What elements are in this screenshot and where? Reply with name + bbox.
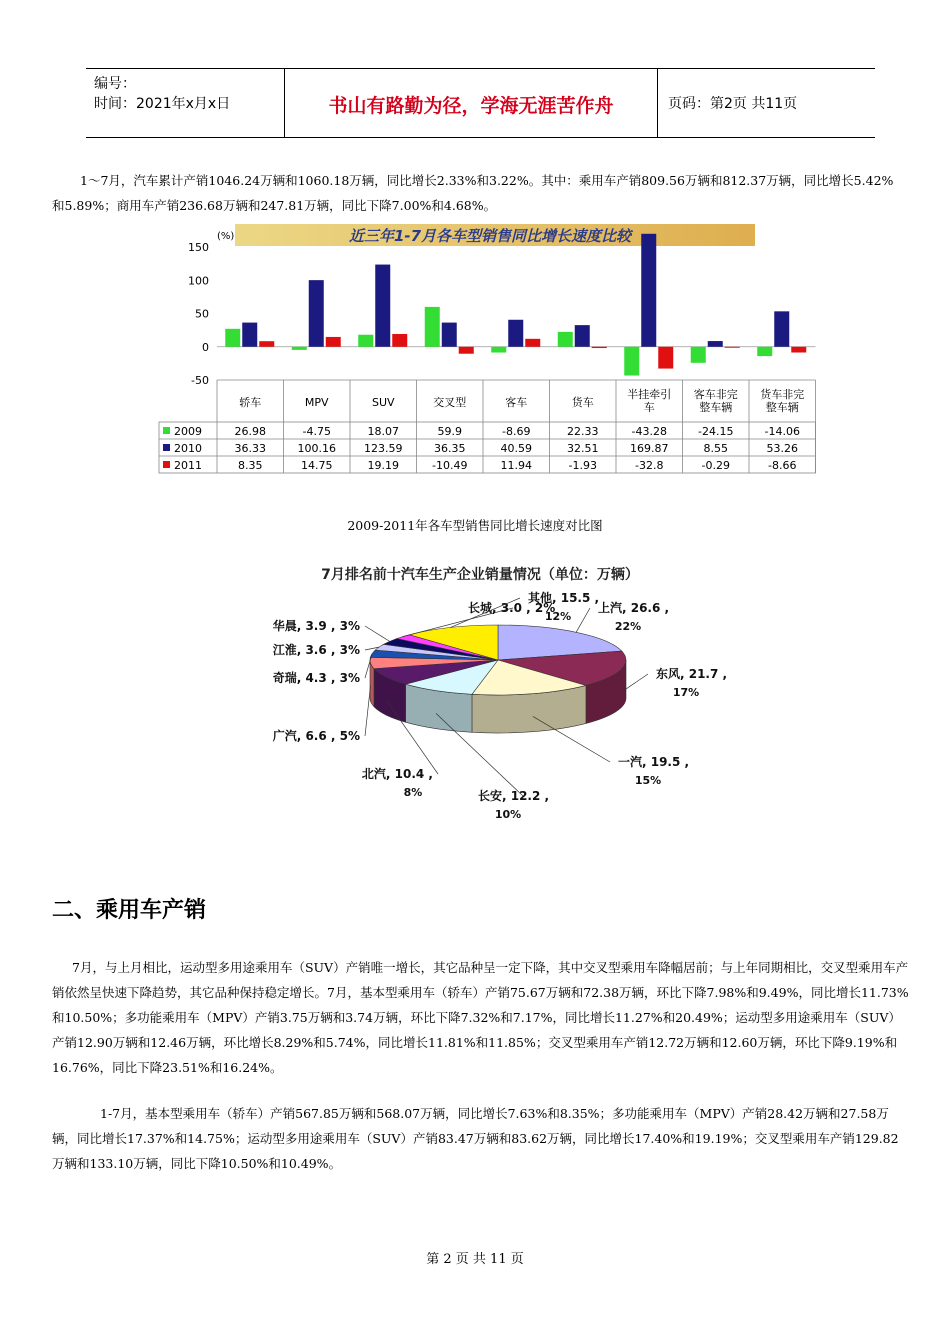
- pie-label-奇瑞: 奇瑞, 4.3 , 3%: [272, 671, 360, 685]
- category-label: 货车: [571, 396, 594, 409]
- pie-label-广汽: 广汽, 6.6 , 5%: [272, 729, 360, 743]
- legend-label-2009: 2009: [174, 425, 202, 438]
- bar-2009: [624, 347, 639, 376]
- pie-percent-其他: 12%: [544, 610, 572, 623]
- bar-2009: [225, 329, 240, 347]
- leader-line: [365, 686, 370, 736]
- y-tick-label: 0: [202, 340, 209, 354]
- category-label: 货车非完: [760, 388, 805, 401]
- legend-swatch-2011: [163, 461, 170, 468]
- pie-label-长安: 长安, 12.2 ,: [478, 789, 550, 803]
- table-cell: 19.19: [367, 459, 399, 472]
- pie-percent-上汽: 22%: [614, 620, 642, 633]
- bar-2011: [658, 347, 673, 369]
- legend-swatch-2010: [163, 444, 170, 451]
- table-cell: 53.26: [766, 442, 798, 455]
- table-cell: 18.07: [367, 425, 399, 438]
- category-label: 客车: [505, 396, 528, 409]
- table-cell: 36.35: [434, 442, 466, 455]
- pie-label-江淮: 江淮, 3.6 , 3%: [272, 643, 360, 657]
- table-cell: -1.93: [568, 459, 597, 472]
- table-cell: -8.69: [502, 425, 531, 438]
- leader-line: [576, 608, 590, 632]
- legend-label-2011: 2011: [174, 459, 202, 472]
- bar-chart-ylabel: (%): [217, 231, 235, 242]
- bar-2010: [375, 265, 390, 347]
- document-time-label: 时间：2021年x月x日: [94, 96, 231, 112]
- category-label: SUV: [371, 396, 395, 409]
- page-footer: 第 2 页 共 11 页: [426, 1252, 524, 1267]
- bar-2009: [358, 335, 373, 347]
- pie-label-东风: 东风, 21.7 ,: [656, 667, 728, 681]
- category-label: 半挂牵引: [627, 388, 672, 401]
- bar-2010: [242, 323, 257, 347]
- table-cell: -4.75: [302, 425, 331, 438]
- pie-percent-长安: 10%: [494, 808, 522, 821]
- header-motto: 书山有路勤为径，学海无涯苦作舟: [328, 95, 614, 117]
- bar-2009: [292, 347, 307, 350]
- bar-2011: [725, 347, 740, 348]
- table-cell: 32.51: [567, 442, 599, 455]
- pie-label-一汽: 一汽, 19.5 ,: [618, 755, 690, 769]
- intro-paragraph: 1～7月，汽车累计产销1046.24万辆和1060.18万辆，同比增长2.33%和3.22%。其中：乘用车产销809.56万辆和812.37万辆，同比增长5.42%和5.89%；商用车产销236.68万辆和247.81万辆，同比下降7.00%和4.68%。: [52, 173, 894, 213]
- y-tick-label: -50: [191, 374, 209, 387]
- bar-2011: [791, 347, 806, 353]
- pie-label-长城: 长城, 3.0 , 2%: [468, 601, 556, 615]
- category-label: 客车非完: [693, 388, 738, 401]
- bar-2011: [259, 341, 274, 347]
- bar-2011: [525, 339, 540, 347]
- bar-2010: [708, 341, 723, 347]
- y-tick-label: 100: [188, 274, 209, 288]
- bar-2009: [425, 307, 440, 347]
- pie-label-华晨: 华晨, 3.9 , 3%: [272, 619, 360, 633]
- table-cell: -32.8: [635, 459, 664, 472]
- page-header: [86, 68, 875, 138]
- table-cell: 14.75: [301, 459, 333, 472]
- table-cell: 59.9: [437, 425, 462, 438]
- bar-chart-title: 近三年1-7月各车型销售同比增长速度比较: [348, 227, 632, 245]
- header-meta-cell: [86, 69, 285, 137]
- table-cell: 100.16: [297, 442, 336, 455]
- bar-2009: [757, 347, 772, 356]
- pie-chart: [180, 555, 780, 825]
- table-cell: 123.59: [364, 442, 403, 455]
- document-number-label: 编号：: [94, 76, 136, 92]
- bar-2010: [774, 311, 789, 346]
- bar-2011: [392, 334, 407, 347]
- table-cell: -24.15: [698, 425, 734, 438]
- pie-percent-东风: 17%: [672, 686, 700, 699]
- category-label: 整车辆: [699, 401, 733, 414]
- table-cell: -8.66: [768, 459, 797, 472]
- bar-2011: [326, 337, 341, 347]
- table-cell: -43.28: [631, 425, 667, 438]
- y-tick-label: 50: [195, 307, 209, 321]
- pie-percent-北汽: 8%: [403, 786, 423, 799]
- table-cell: 8.35: [238, 459, 263, 472]
- y-tick-label: 150: [188, 241, 209, 254]
- legend-swatch-2009: [163, 427, 170, 434]
- table-cell: 36.33: [234, 442, 266, 455]
- bar-2009: [691, 347, 706, 363]
- pie-label-上汽: 上汽, 26.6 ,: [598, 601, 670, 615]
- leader-line: [365, 626, 390, 641]
- section-heading: 二、乘用车产销: [52, 898, 207, 923]
- paragraph-3: 1-7月，基本型乘用车（轿车）产销567.85万辆和568.07万辆，同比增长7.63%和8.35%；多功能乘用车（MPV）产销28.42万辆和27.58万辆，同比增长17.37%和14.75%；运动型多用途乘用车（SUV）产销83.47万辆和83.62万辆，同比增长17.40%和19.19%；交叉型乘用车产销129.82万辆和133.10万辆，同比下降10.50%和10.49%。: [52, 1106, 899, 1171]
- table-cell: 169.87: [630, 442, 669, 455]
- pie-label-北汽: 北汽, 10.4 ,: [361, 767, 433, 781]
- header-motto-cell: [285, 69, 658, 137]
- category-label: 车: [643, 401, 655, 414]
- category-label: 整车辆: [765, 401, 799, 414]
- table-cell: 22.33: [567, 425, 599, 438]
- bar-2009: [491, 347, 506, 353]
- bar-chart-caption: 2009-2011年各车型销售同比增长速度对比图: [347, 518, 603, 533]
- table-cell: -10.49: [432, 459, 468, 472]
- bar-2010: [309, 280, 324, 347]
- bar-2010: [508, 320, 523, 347]
- pie-chart-title: 7月排名前十汽车生产企业销量情况（单位：万辆）: [321, 567, 639, 583]
- bar-2011: [592, 347, 607, 348]
- table-cell: -14.06: [764, 425, 800, 438]
- bar-2010: [442, 323, 457, 347]
- table-cell: 40.59: [500, 442, 532, 455]
- pie-label-其他: 其他, 15.5 ,: [528, 591, 600, 605]
- paragraph-2: 7月，与上月相比，运动型多用途乘用车（SUV）产销唯一增长，其它品种呈一定下降，其中交叉型乘用车降幅居前；与上年同期相比，交叉型乘用车产销依然呈快速下降趋势，其它品种保持稳定增长。7月，基本型乘用车（轿车）产销75.67万辆和72.38万辆，环比下降7.98%和9.49%，同比增长11.73%和10.50%；多功能乘用车（MPV）产销3.75万辆和3.74万辆，环比下降7.32%和7.17%，同比增长11.27%和20.49%；运动型多用途乘用车（SUV）产销12.90万辆和12.46万辆，环比增长8.29%和5.74%，同比增长11.81%和11.85%；交叉型乘用车产销12.72万辆和12.60万辆，环比下降9.19%和16.76%，同比下降23.51%和16.24%。: [52, 960, 909, 1075]
- bar-2011: [459, 347, 474, 354]
- pie-percent-一汽: 15%: [634, 774, 662, 787]
- legend-label-2010: 2010: [174, 442, 202, 455]
- category-label: 轿车: [239, 396, 262, 409]
- table-cell: 8.55: [703, 442, 728, 455]
- table-cell: 11.94: [500, 459, 532, 472]
- table-cell: 26.98: [234, 425, 266, 438]
- category-label: 交叉型: [433, 396, 467, 409]
- bar-2010: [575, 325, 590, 347]
- table-cell: -0.29: [701, 459, 730, 472]
- bar-2010: [641, 234, 656, 347]
- bar-2009: [558, 332, 573, 347]
- category-label: MPV: [304, 396, 329, 409]
- header-page-number: 页码：第2页 共11页: [668, 96, 798, 112]
- bar-chart: [155, 222, 820, 477]
